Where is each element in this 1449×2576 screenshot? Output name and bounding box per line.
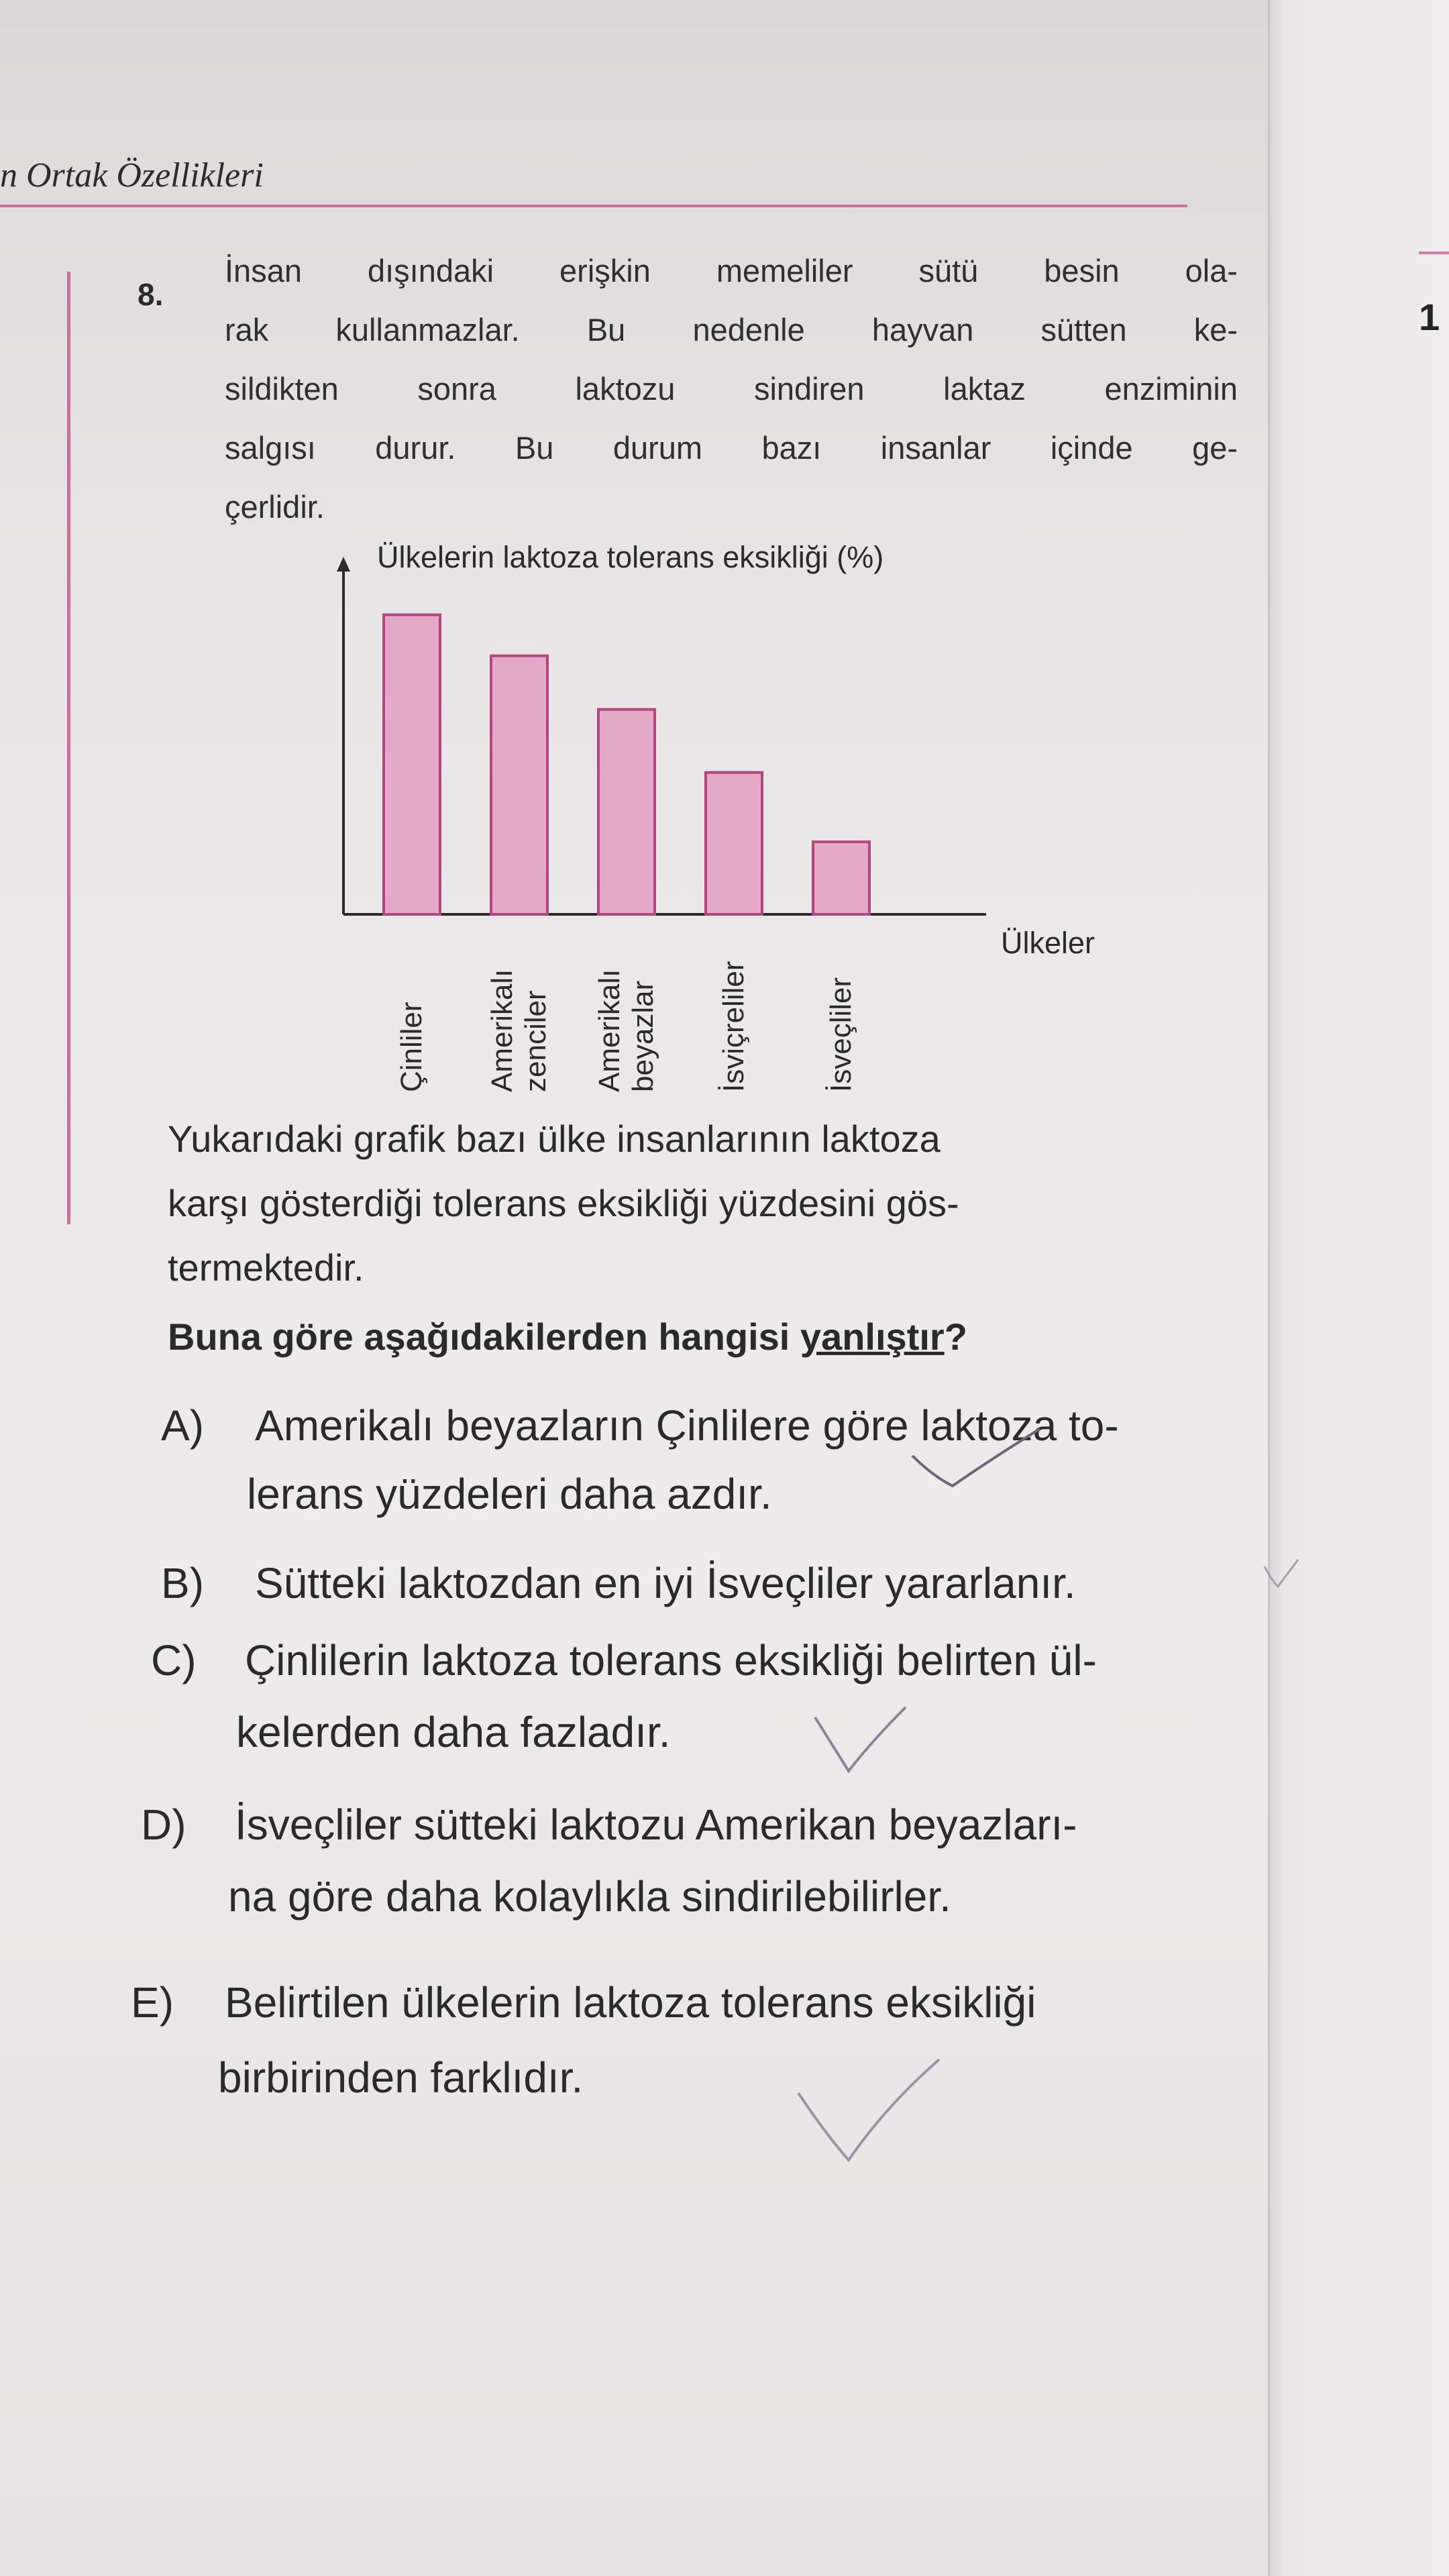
option-a-text: Amerikalı beyazların Çinlilere göre laktoza to-	[255, 1401, 1119, 1450]
pencil-check-mark-icon	[792, 2053, 946, 2167]
header-rule	[0, 205, 1187, 207]
x-tick-label-line: Amerikalı	[486, 969, 519, 1092]
pencil-check-mark-icon	[812, 1704, 912, 1784]
x-tick-label-line: Çinliler	[395, 1002, 428, 1092]
option-c-letter: C)	[151, 1636, 197, 1684]
bar-2	[491, 656, 547, 914]
next-page-rule	[1419, 252, 1449, 254]
stem-line: rak kullanmazlar. Bu nedenle hayvan sütten ke-	[225, 312, 1238, 347]
question-number: 8.	[138, 277, 164, 312]
stem-line: sildikten sonra laktozu sindiren laktaz enziminin	[225, 371, 1238, 407]
chapter-header-title: n Ortak Özellikleri	[0, 156, 264, 195]
option-d-text: İsveçliler sütteki laktozu Amerikan beyazları-	[235, 1801, 1077, 1849]
pencil-check-mark-icon	[1261, 1556, 1301, 1597]
x-axis-label: Ülkeler	[1001, 926, 1095, 960]
question-margin-rule	[67, 272, 70, 1224]
question-prompt	[168, 1315, 967, 1358]
x-tick-label	[717, 961, 751, 1092]
x-tick-label-line: zenciler	[519, 990, 552, 1092]
x-tick-label-line: İsviçreliler	[717, 961, 750, 1092]
x-tick-label	[824, 977, 858, 1092]
x-tick-label	[593, 969, 660, 1092]
option-e-letter: E)	[131, 1978, 174, 2027]
option-b-text: Sütteki laktozdan en iyi İsveçliler yararlanır.	[255, 1559, 1076, 1607]
option-b-letter: B)	[161, 1559, 204, 1607]
option-c-continuation: kelerden daha fazladır.	[236, 1708, 671, 1756]
question-stem	[225, 241, 1238, 537]
option-e-text: Belirtilen ülkelerin laktoza tolerans eksikliği	[225, 1978, 1036, 2027]
passage-line: termektedir.	[168, 1246, 364, 1289]
option-a-letter: A)	[161, 1401, 204, 1450]
passage-line: Yukarıdaki grafik bazı ülke insanlarının laktoza	[168, 1118, 941, 1160]
option-c[interactable]	[151, 1613, 1097, 1707]
pencil-check-mark-icon	[906, 1422, 1053, 1503]
next-page-edge	[1268, 0, 1449, 2576]
x-tick-label	[395, 1002, 429, 1092]
option-c-text: Çinlilerin laktoza tolerans eksikliği belirten ül-	[245, 1636, 1097, 1684]
bar-1	[384, 615, 440, 915]
bar-4	[706, 773, 762, 915]
option-e-continuation: birbirinden farklıdır.	[218, 2053, 584, 2102]
bar-3	[598, 710, 655, 915]
stem-line: İnsan dışındaki erişkin memeliler sütü besin ola-	[225, 253, 1238, 288]
next-page-number: 1	[1419, 296, 1440, 338]
lactose-intolerance-chart	[282, 530, 1181, 1120]
prompt-text: Buna göre aşağıdakilerden hangisi	[168, 1316, 800, 1358]
x-tick-label-line: beyazlar	[627, 980, 659, 1092]
option-e[interactable]	[131, 1955, 1036, 2049]
prompt-emphasis: yanlıştır	[800, 1316, 945, 1358]
y-axis-arrow-icon	[337, 557, 350, 572]
passage-line: karşı gösterdiği tolerans eksikliği yüzdesini gös-	[168, 1182, 959, 1224]
chart-description	[168, 1107, 1268, 1300]
option-d-continuation: na göre daha kolaylıkla sindirilebilirler.	[228, 1872, 951, 1921]
x-tick-label	[486, 969, 553, 1092]
option-a-continuation: lerans yüzdeleri daha azdır.	[247, 1470, 772, 1518]
option-d[interactable]	[141, 1778, 1077, 1872]
prompt-suffix: ?	[944, 1316, 967, 1358]
y-axis-label: Ülkelerin laktoza tolerans eksikliği (%)	[377, 540, 884, 574]
x-tick-label-line: Amerikalı	[593, 969, 626, 1092]
option-d-letter: D)	[141, 1801, 186, 1849]
x-tick-label-line: İsveçliler	[824, 977, 857, 1092]
bar-5	[813, 842, 869, 914]
stem-line: çerlidir.	[225, 489, 325, 525]
stem-line: salgısı durur. Bu durum bazı insanlar içinde ge-	[225, 430, 1238, 466]
